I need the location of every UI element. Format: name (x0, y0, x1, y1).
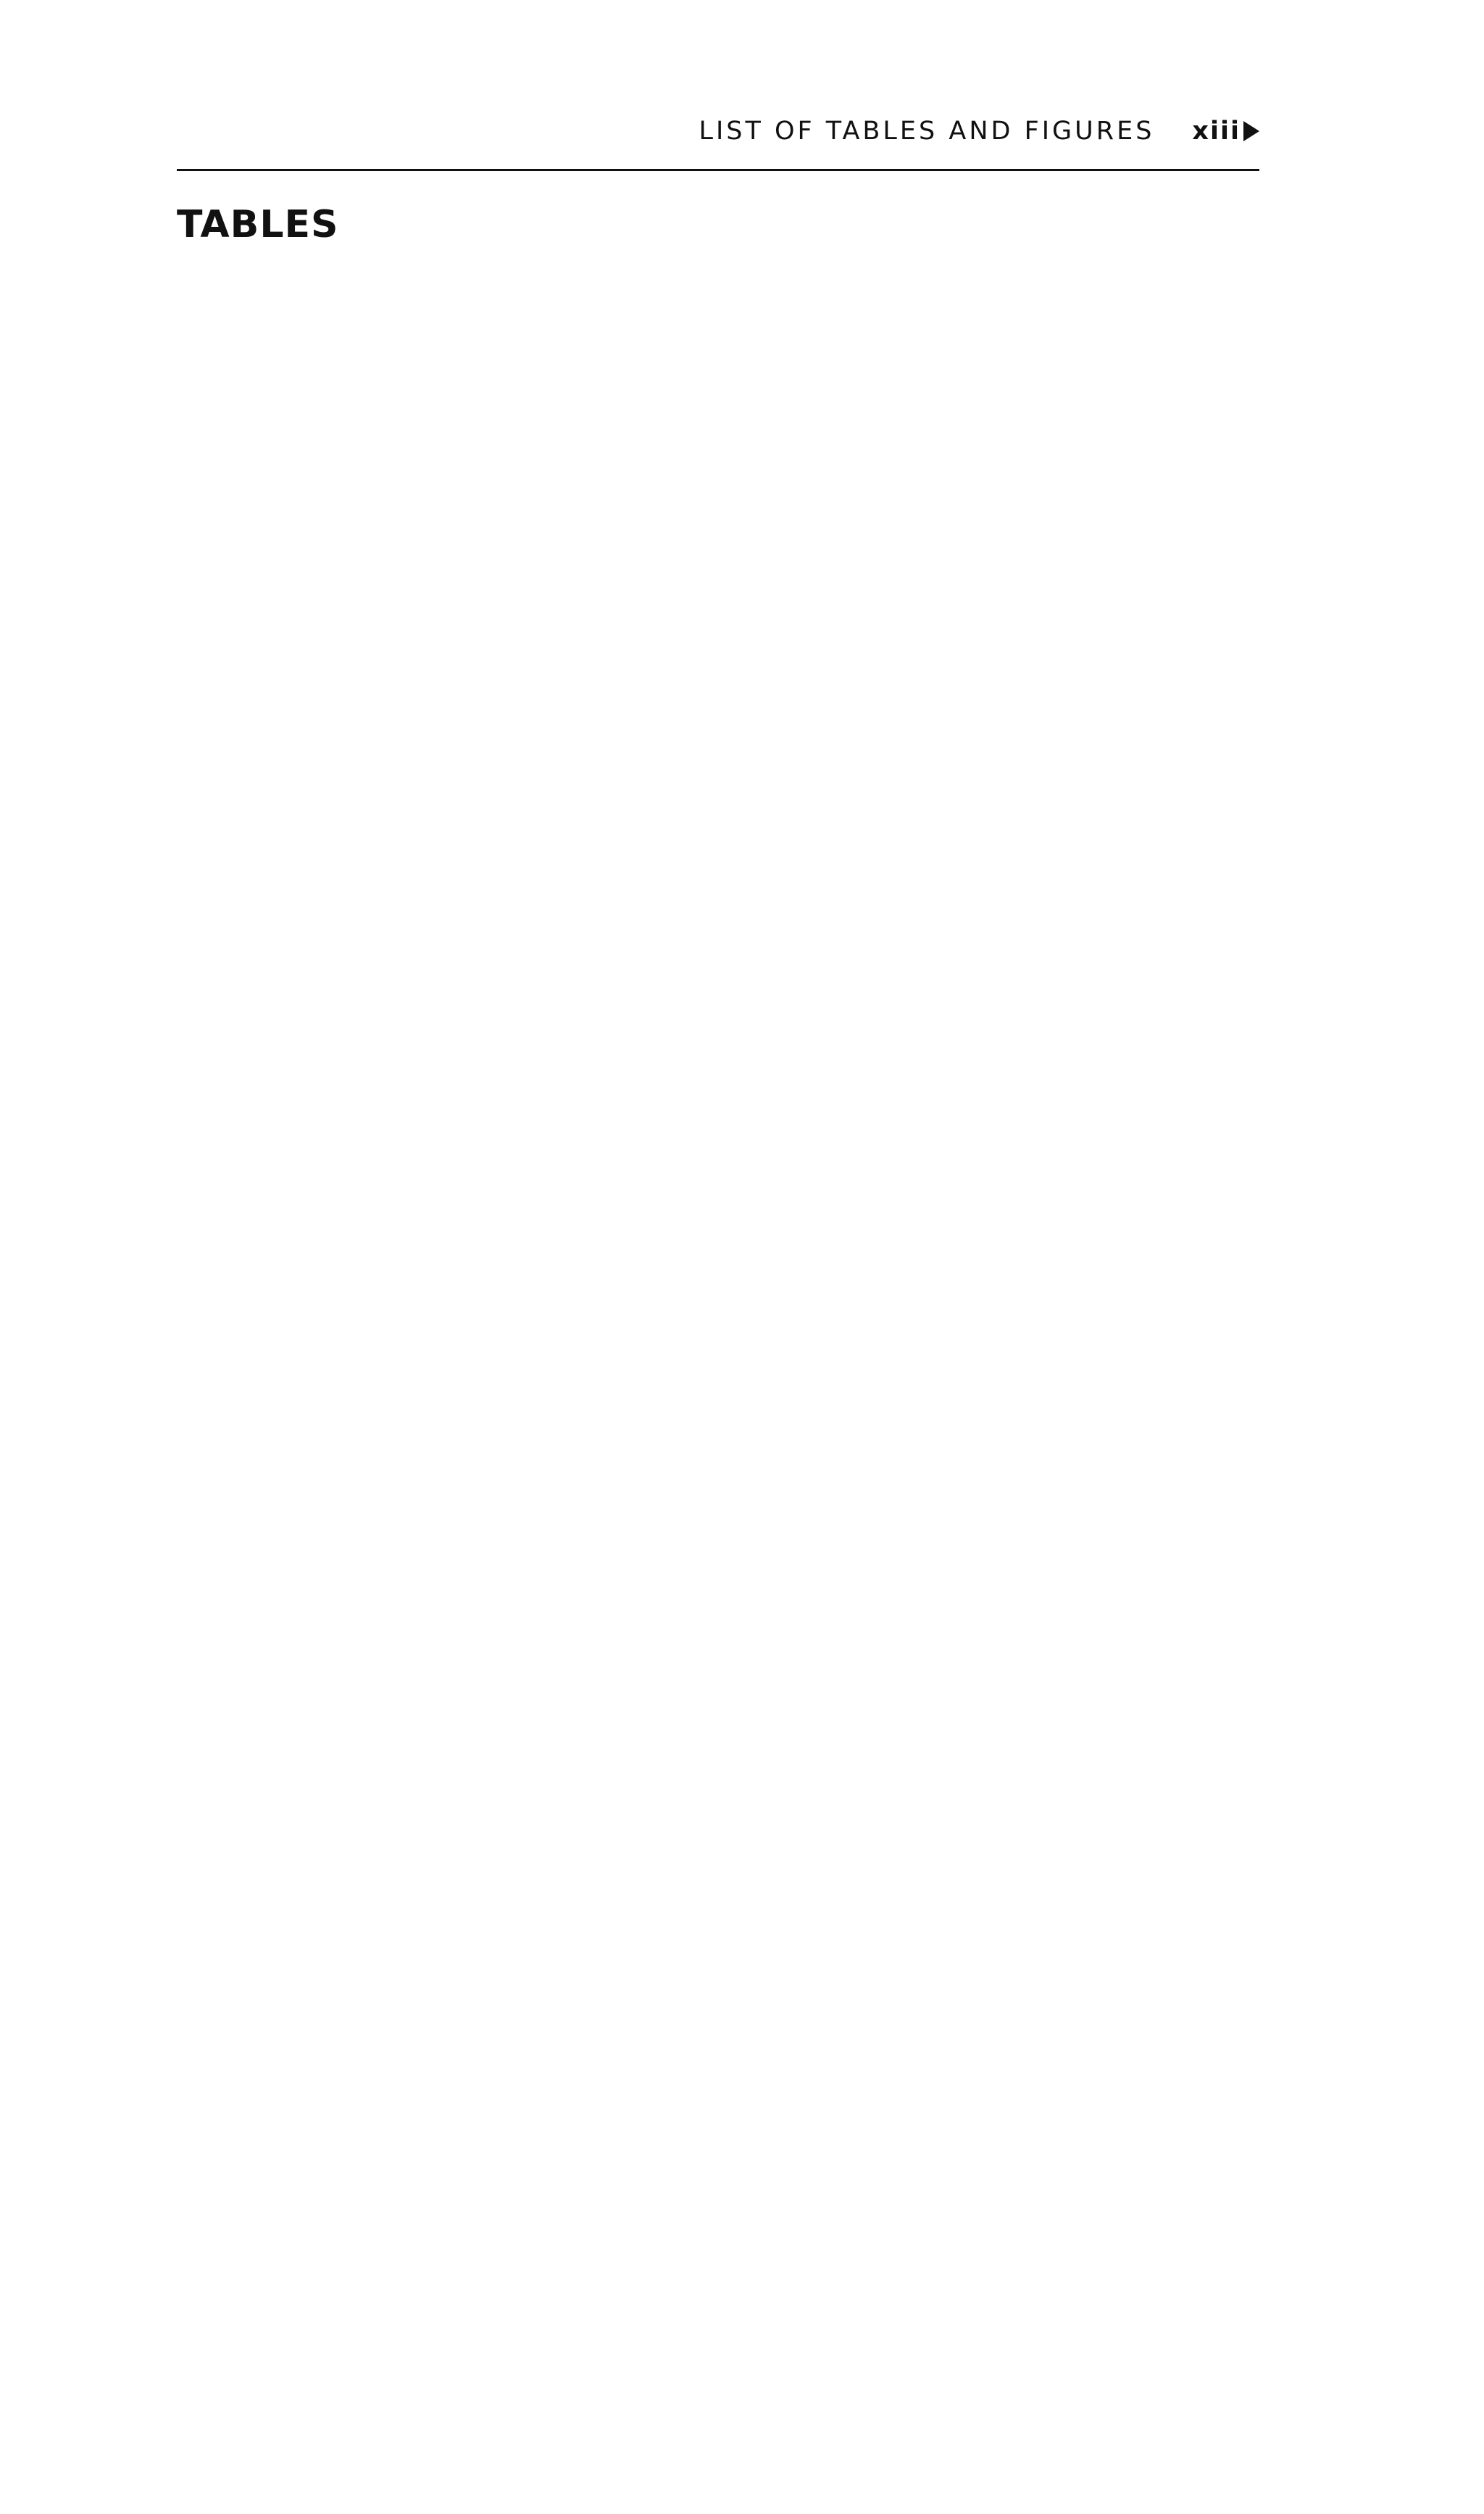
header-rule (177, 169, 1259, 171)
page-number: xiii (1192, 117, 1241, 146)
triangle-arrow-icon (1243, 121, 1259, 141)
table-page-number (177, 290, 1484, 2514)
table-entry (177, 1783, 1259, 1824)
tables-list (177, 290, 1259, 1824)
running-head (177, 115, 1259, 148)
running-title: LIST OF TABLES AND FIGURES (699, 117, 1155, 146)
section-heading: TABLES (177, 203, 339, 246)
